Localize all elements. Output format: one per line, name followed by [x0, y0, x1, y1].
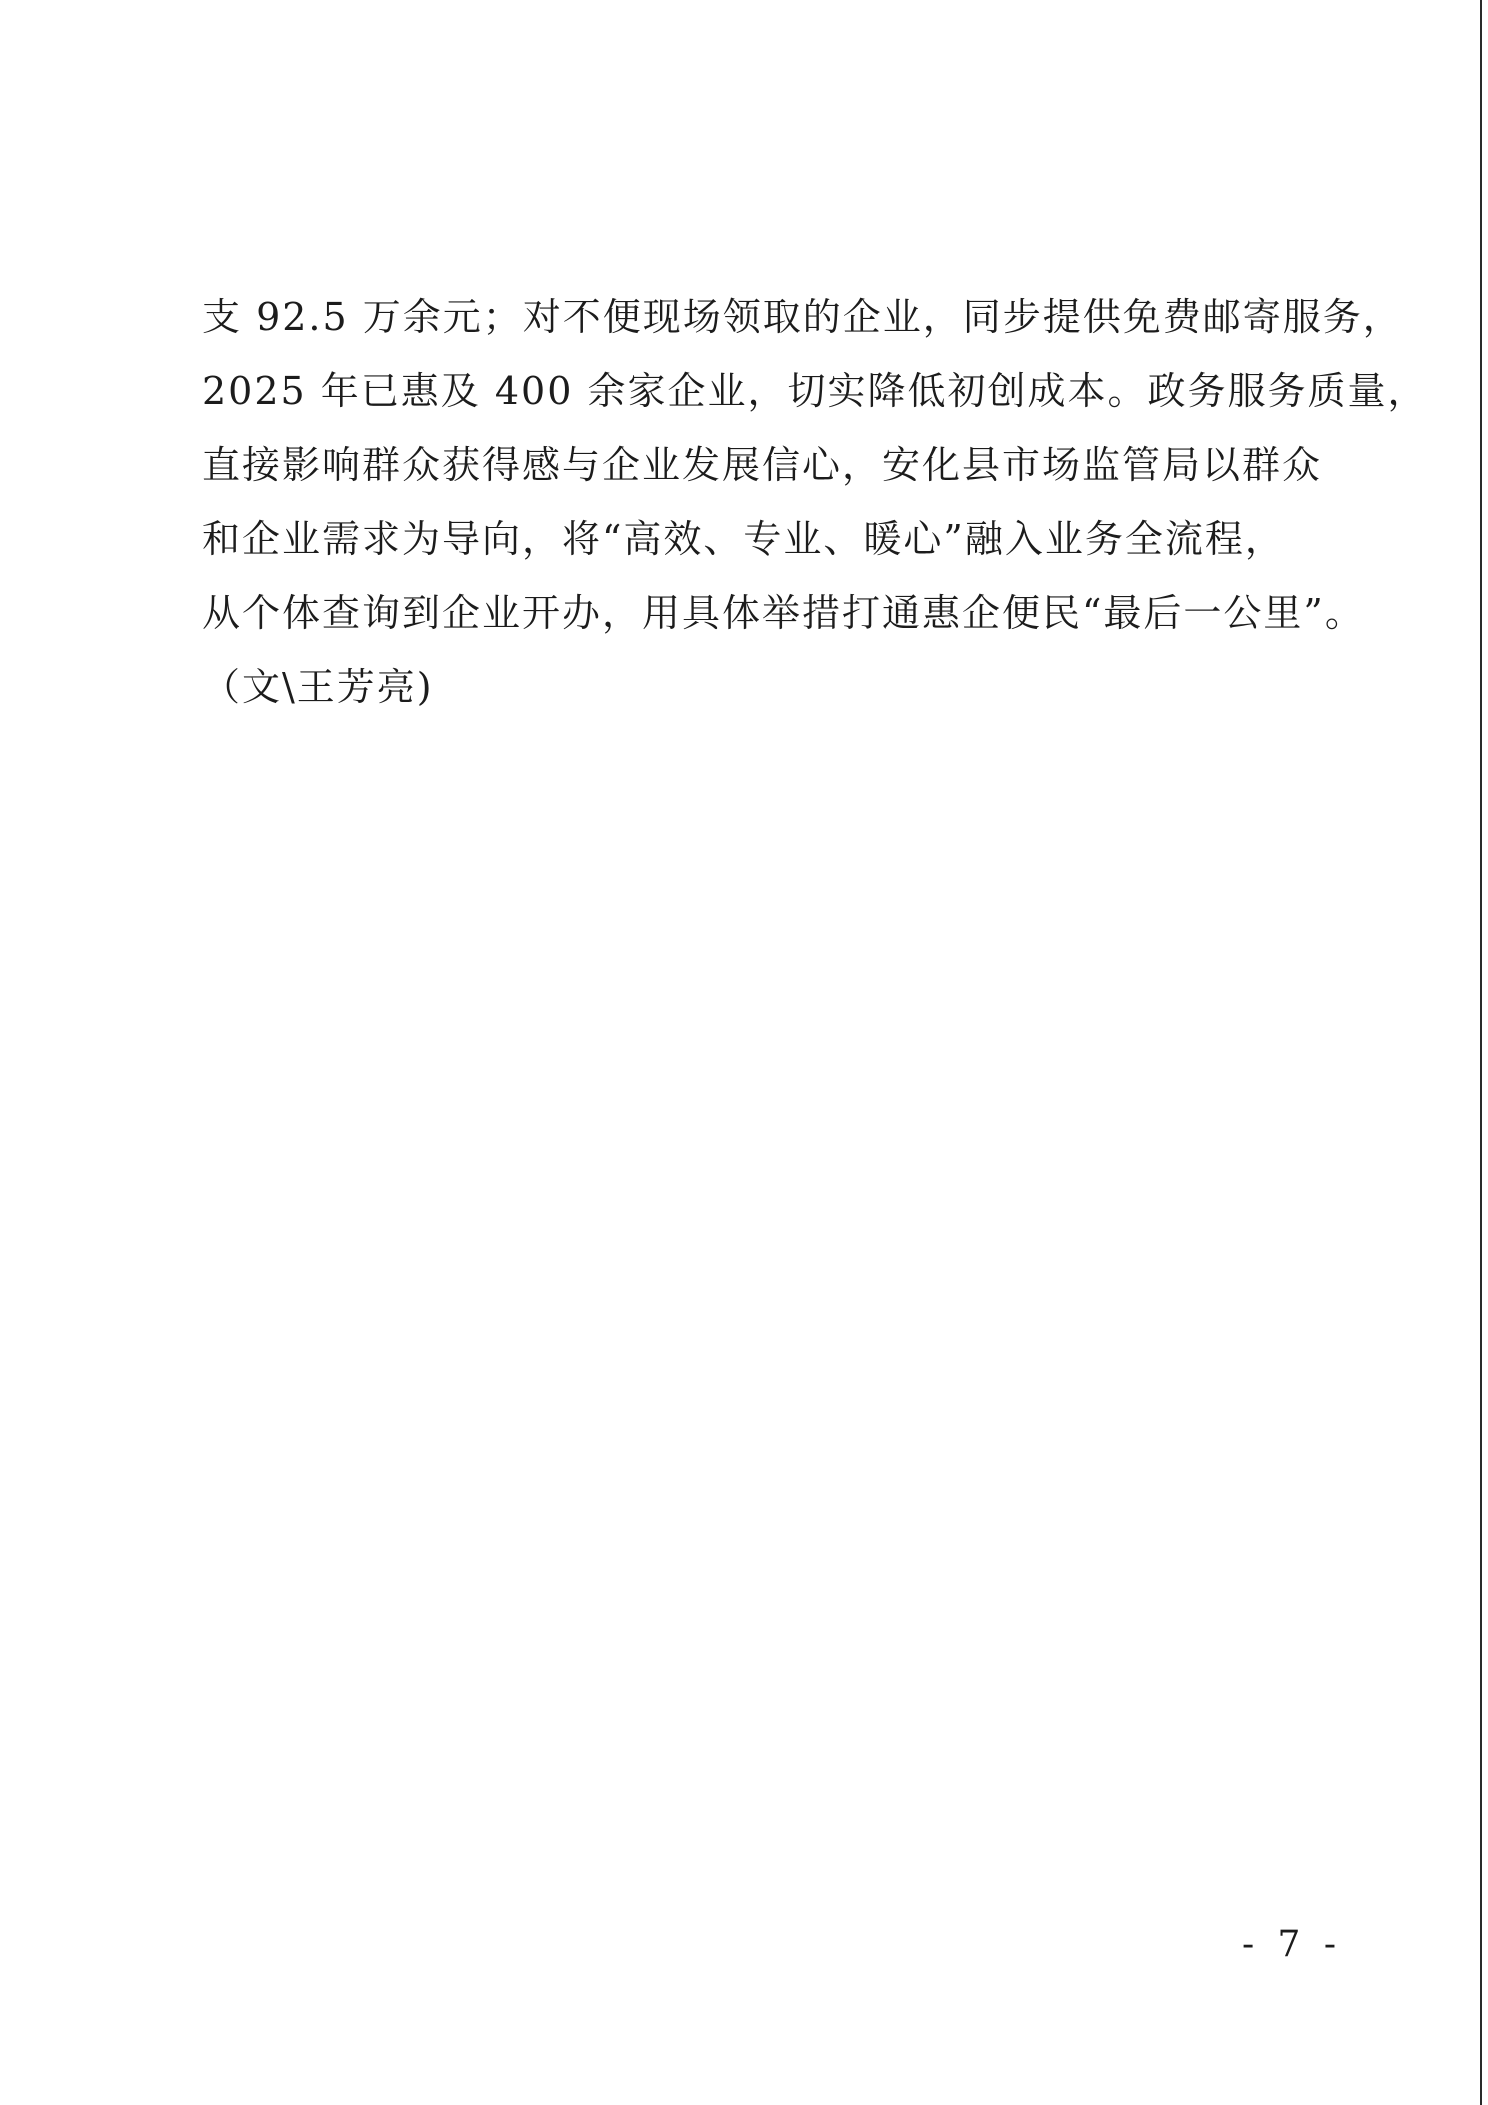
- body-line-4: 和企业需求为导向，将“高效、专业、暖心”融入业务全流程，: [202, 517, 1285, 561]
- page-edge-line: [1480, 0, 1482, 2105]
- author-credit: （文\王芳亮): [202, 665, 434, 709]
- body-line-3: 直接影响群众获得感与企业发展信心，安化县市场监管局以群众: [202, 443, 1323, 487]
- body-line-1: 支 92.5 万余元；对不便现场领取的企业，同步提供免费邮寄服务，: [202, 295, 1403, 339]
- article-body: [202, 280, 1428, 724]
- body-line-2: 2025 年已惠及 400 余家企业，切实降低初创成本。政务服务质量，: [202, 369, 1428, 413]
- page-number: - 7 -: [1241, 1924, 1343, 1965]
- body-line-5: 从个体查询到企业开办，用具体举措打通惠企便民“最后一公里”。: [202, 591, 1365, 635]
